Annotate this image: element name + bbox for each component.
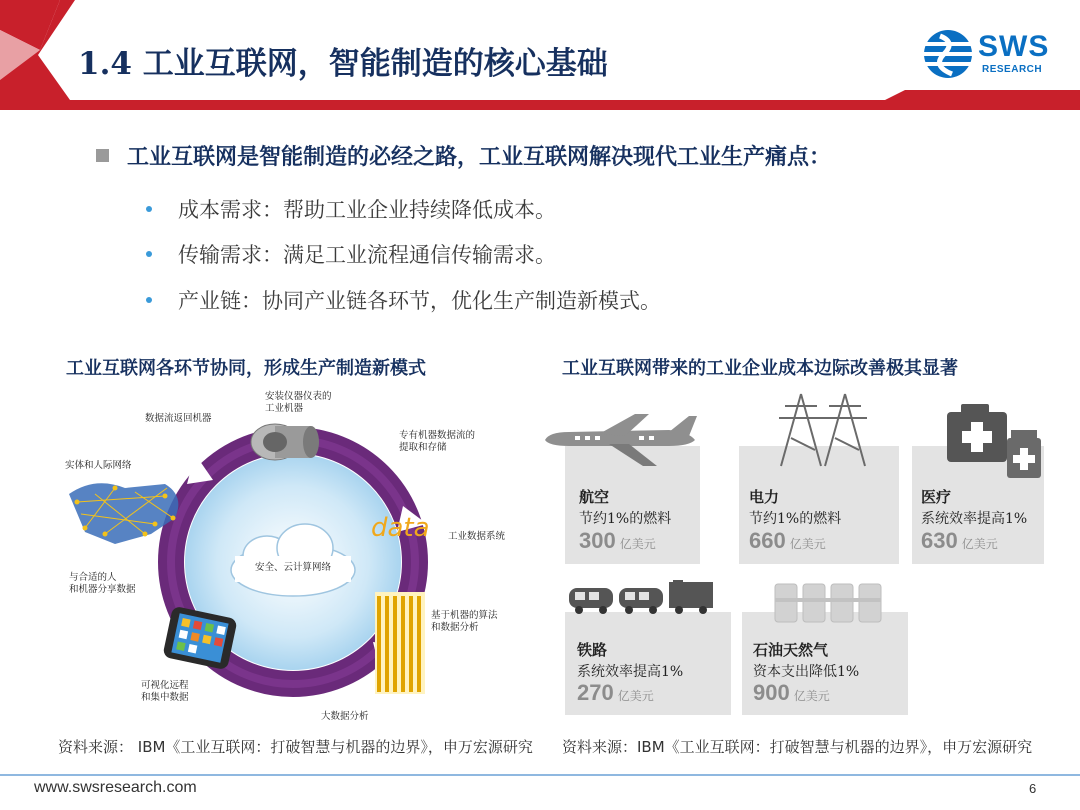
right-figure-title: 工业互联网带来的工业企业成本边际改善极其显著 xyxy=(562,358,958,379)
medical-kit-icon xyxy=(945,402,1045,478)
label-data-return: 数据流返回机器 xyxy=(145,413,212,424)
card-aviation-desc: 节约1%的燃料 xyxy=(579,511,672,527)
square-bullet-icon xyxy=(96,149,109,162)
card-aviation-name: 航空 xyxy=(579,488,610,506)
label-share-data: 与合适的人 xyxy=(69,572,117,583)
page-number: 6 xyxy=(1029,781,1037,796)
label-algorithm-2: 和数据分析 xyxy=(431,622,479,633)
cloud-label: 安全、云计算网络 xyxy=(254,562,332,573)
footer-website-link[interactable]: www.swsresearch.com xyxy=(34,779,197,796)
label-visualize: 可视化远程 xyxy=(141,680,189,691)
label-share-data-2: 和机器分享数据 xyxy=(69,584,136,595)
card-railway-value: 270 亿美元 xyxy=(577,680,654,705)
label-instrumented-machine-2: 工业机器 xyxy=(265,403,304,414)
card-medical-value: 630 亿美元 xyxy=(921,528,998,553)
card-oil-gas-desc: 资本支出降低1% xyxy=(753,664,860,680)
left-figure-source: 资料来源： IBM《工业互联网：打破智慧与机器的边界》，申万宏源研究 xyxy=(58,738,533,756)
footer-divider xyxy=(0,774,1080,776)
turbine-engine-icon xyxy=(251,424,319,460)
logo-text: SWS xyxy=(978,30,1050,63)
logo-subtext: RESEARCH xyxy=(982,64,1043,75)
label-bigdata: 大数据分析 xyxy=(321,711,369,722)
dot-bullet-icon xyxy=(146,206,152,212)
card-oil-gas-value: 900 亿美元 xyxy=(753,680,830,705)
card-oil-gas-name: 石油天然气 xyxy=(753,641,829,659)
sub-bullet-chain xyxy=(146,285,661,315)
card-power-value: 660 亿美元 xyxy=(749,528,826,553)
data-word: data xyxy=(371,513,430,543)
sws-globe-icon xyxy=(922,28,974,80)
card-power-desc: 节约1%的燃料 xyxy=(749,511,842,527)
label-extract-store-2: 提取和存储 xyxy=(399,442,447,453)
cost-improvement-infographic xyxy=(535,384,1060,729)
dot-bullet-icon xyxy=(146,251,152,257)
dot-bullet-icon xyxy=(146,297,152,303)
card-railway-desc: 系统效率提高1% xyxy=(577,664,684,680)
right-figure-source: 资料来源：IBM《工业互联网：打破智慧与机器的边界》，申万宏源研究 xyxy=(562,738,1033,756)
card-medical-desc: 系统效率提高1% xyxy=(921,511,1028,527)
label-instrumented-machine: 安装仪器仪表的 xyxy=(265,391,332,402)
card-railway-name: 铁路 xyxy=(577,641,608,659)
industrial-internet-cycle-diagram xyxy=(55,384,525,724)
sub-bullet-text: 传输需求：满足工业流程通信传输需求。 xyxy=(178,243,556,267)
sub-bullet-transfer xyxy=(146,239,556,269)
card-medical-name: 医疗 xyxy=(921,488,952,506)
main-bullet xyxy=(96,140,831,171)
airplane-icon xyxy=(539,414,699,466)
left-figure-title: 工业互联网各环节协同，形成生产制造新模式 xyxy=(66,358,426,379)
main-bullet-text: 工业互联网是智能制造的必经之路，工业互联网解决现代工业生产痛点： xyxy=(127,145,832,170)
power-tower-icon xyxy=(771,388,875,468)
label-data-system: 工业数据系统 xyxy=(448,531,506,542)
label-algorithm: 基于机器的算法 xyxy=(431,610,498,621)
sub-bullet-text: 产业链：协同产业链各环节，优化生产制造新模式。 xyxy=(178,289,661,313)
sub-bullet-text: 成本需求：帮助工业企业持续降低成本。 xyxy=(178,198,556,222)
page-title: 1.4 工业互联网，智能制造的核心基础 xyxy=(78,46,608,82)
card-aviation-value: 300 亿美元 xyxy=(579,528,656,553)
label-entity-network: 实体和人际网络 xyxy=(65,460,132,471)
label-visualize-2: 和集中数据 xyxy=(141,692,189,703)
sub-bullet-cost xyxy=(146,194,556,224)
train-icon xyxy=(569,580,719,616)
label-extract-store: 专有机器数据流的 xyxy=(399,430,476,441)
sws-logo xyxy=(922,26,1062,82)
binary-code-icon xyxy=(375,592,425,694)
oil-tanks-icon xyxy=(773,580,885,624)
card-power-name: 电力 xyxy=(749,488,780,506)
